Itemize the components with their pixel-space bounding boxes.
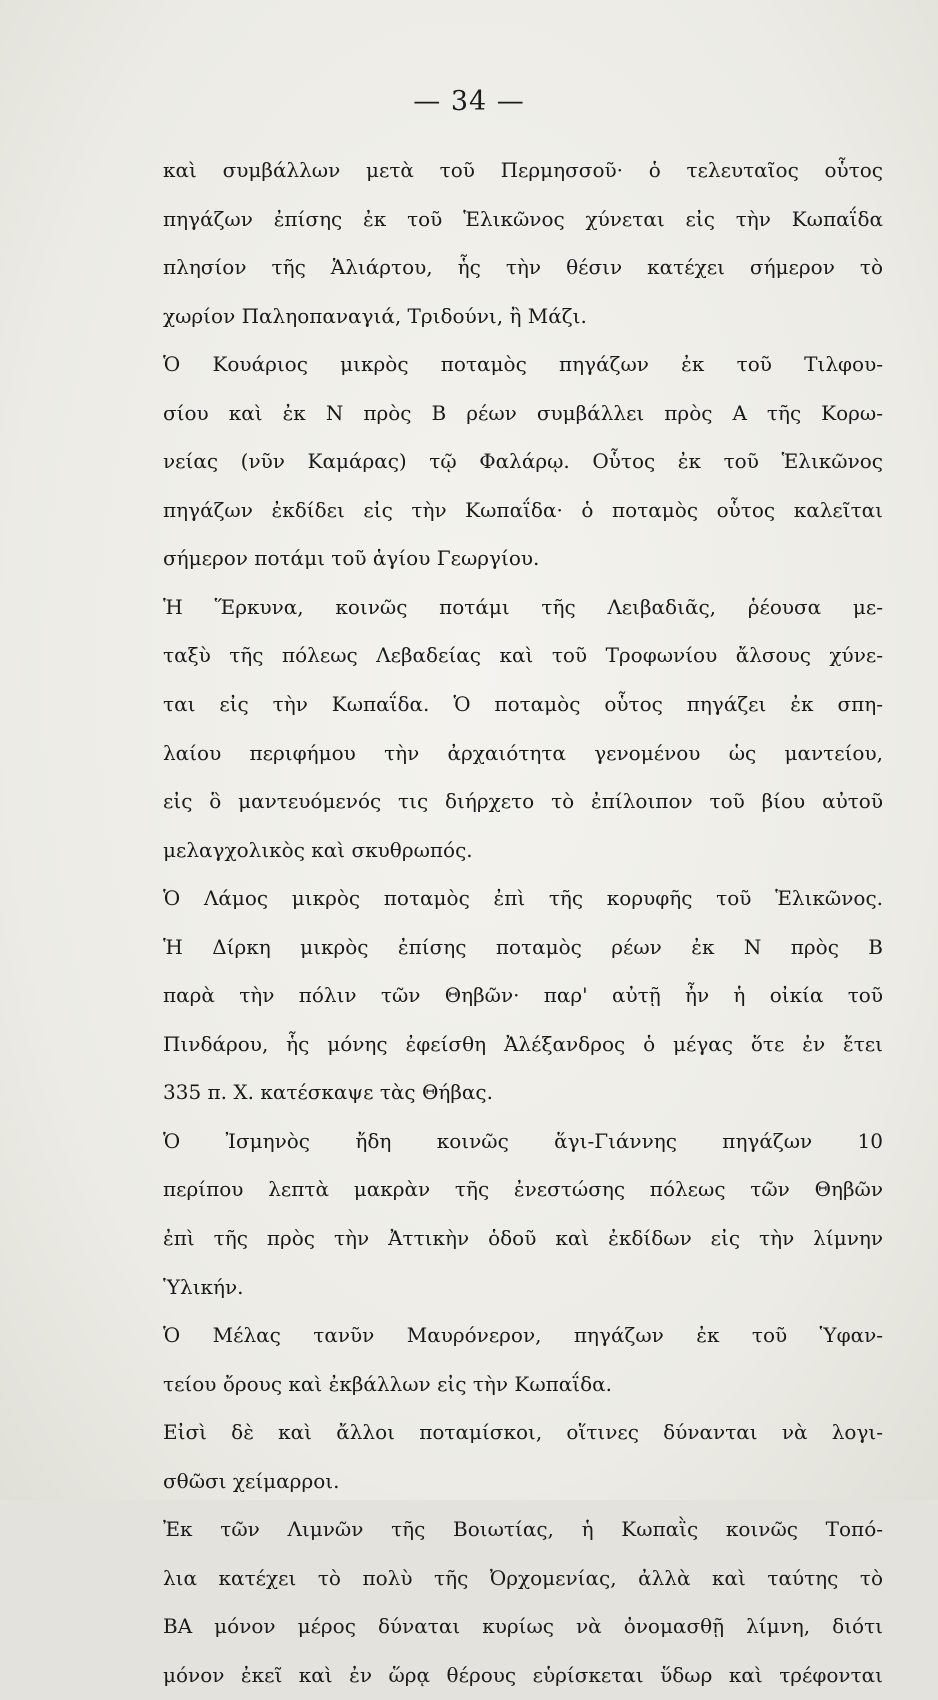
text-line: Ὑλικήν. [163,1274,244,1299]
text-line: εἰς ὃ μαντευόμενός τις διήρχετο τὸ ἐπίλοιπον τοῦ βίου αὐτοῦ [163,789,883,814]
text-line: τείου ὄρους καὶ ἐκβάλλων εἰς τὴν Κωπαΐδα. [163,1371,613,1396]
text-line: περίπου λεπτὰ μακρὰν τῆς ἐνεστώσης πόλεως τῶν Θηβῶν [163,1177,883,1202]
text-line: Εἰσὶ δὲ καὶ ἄλλοι ποταμίσκοι, οἵτινες δύνανται νὰ λογι- [163,1420,883,1445]
text-line: σίου καὶ ἐκ Ν πρὸς Β ρέων συμβάλλει πρὸς Α τῆς Κορω- [163,400,883,425]
body-text [163,146,883,1700]
text-line: σθῶσι χείμαρροι. [163,1468,340,1493]
text-line: μελαγχολικὸς καὶ σκυθρωπός. [163,837,473,862]
text-line: λαίου περιφήμου τὴν ἀρχαιότητα γενομένου ὡς μαντείου, [163,740,883,765]
text-line: 335 π. Χ. κατέσκαψε τὰς Θήβας. [163,1080,493,1105]
text-line: Ἡ Ἕρκυνα, κοινῶς ποτάμι τῆς Λειβαδιᾶς, ῥέουσα με- [163,594,883,619]
text-line: ΒΑ μόνον μέρος δύναται κυρίως νὰ ὀνομασθῇ λίμνη, διότι [163,1614,883,1639]
text-line: Ὁ Λάμος μικρὸς ποταμὸς ἐπὶ τῆς κορυφῆς τοῦ Ἑλικῶνος. [163,886,883,911]
text-line: Ὁ Ἰσμηνὸς ἤδη κοινῶς ἅγι-Γιάννης πηγάζων 10 [163,1128,883,1153]
text-line: ται εἰς τὴν Κωπαΐδα. Ὁ ποταμὸς οὗτος πηγάζει ἐκ σπη- [163,692,883,717]
text-line: χωρίον Παληοπαναγιά, Τριδούνι, ἢ Μάζι. [163,303,587,328]
text-line: Ἡ Δίρκη μικρὸς ἐπίσης ποταμὸς ρέων ἐκ Ν πρὸς Β [163,934,883,959]
text-line: Πινδάρου, ἧς μόνης ἐφείσθη Ἀλέξανδρος ὁ μέγας ὅτε ἐν ἔτει [163,1031,883,1056]
text-line: Ὁ Κουάριος μικρὸς ποταμὸς πηγάζων ἐκ τοῦ Τιλφου- [163,352,883,377]
text-line: πλησίον τῆς Ἁλιάρτου, ἧς τὴν θέσιν κατέχει σήμερον τὸ [163,255,883,280]
text-line: πηγάζων ἐπίσης ἐκ τοῦ Ἑλικῶνος χύνεται εἰς τὴν Κωπαΐδα [163,206,883,231]
text-line: παρὰ τὴν πόλιν τῶν Θηβῶν· παρ' αὐτῇ ἦν ἡ οἰκία τοῦ [163,983,883,1008]
page-number: — 34 — [413,86,525,117]
text-line: λια κατέχει τὸ πολὺ τῆς Ὀρχομενίας, ἀλλὰ καὶ ταύτης τὸ [163,1565,883,1590]
text-line: μόνον ἐκεῖ καὶ ἐν ὥρᾳ θέρους εὑρίσκεται ὕδωρ καὶ τρέφονται [163,1662,883,1687]
text-line: ταξὺ τῆς πόλεως Λεβαδείας καὶ τοῦ Τροφωνίου ἄλσους χύνε- [163,643,883,668]
text-line: πηγάζων ἐκδίδει εἰς τὴν Κωπαΐδα· ὁ ποταμὸς οὗτος καλεῖται [163,497,883,522]
text-line: Ἐκ τῶν Λιμνῶν τῆς Βοιωτίας, ἡ Κωπαῒς κοινῶς Τοπό- [163,1517,883,1542]
text-line: ἐπὶ τῆς πρὸς τὴν Ἀττικὴν ὁδοῦ καὶ ἐκδίδων εἰς τὴν λίμνην [163,1226,883,1251]
text-line: νείας (νῦν Καμάρας) τῷ Φαλάρῳ. Οὗτος ἐκ τοῦ Ἑλικῶνος [163,449,883,474]
text-line: καὶ συμβάλλων μετὰ τοῦ Περμησσοῦ· ὁ τελευταῖος οὗτος [163,158,883,182]
text-line: σήμερον ποτάμι τοῦ ἁγίου Γεωργίου. [163,546,540,571]
text-line: Ὁ Μέλας τανῦν Μαυρόνερον, πηγάζων ἐκ τοῦ Ὑφαν- [163,1323,883,1348]
